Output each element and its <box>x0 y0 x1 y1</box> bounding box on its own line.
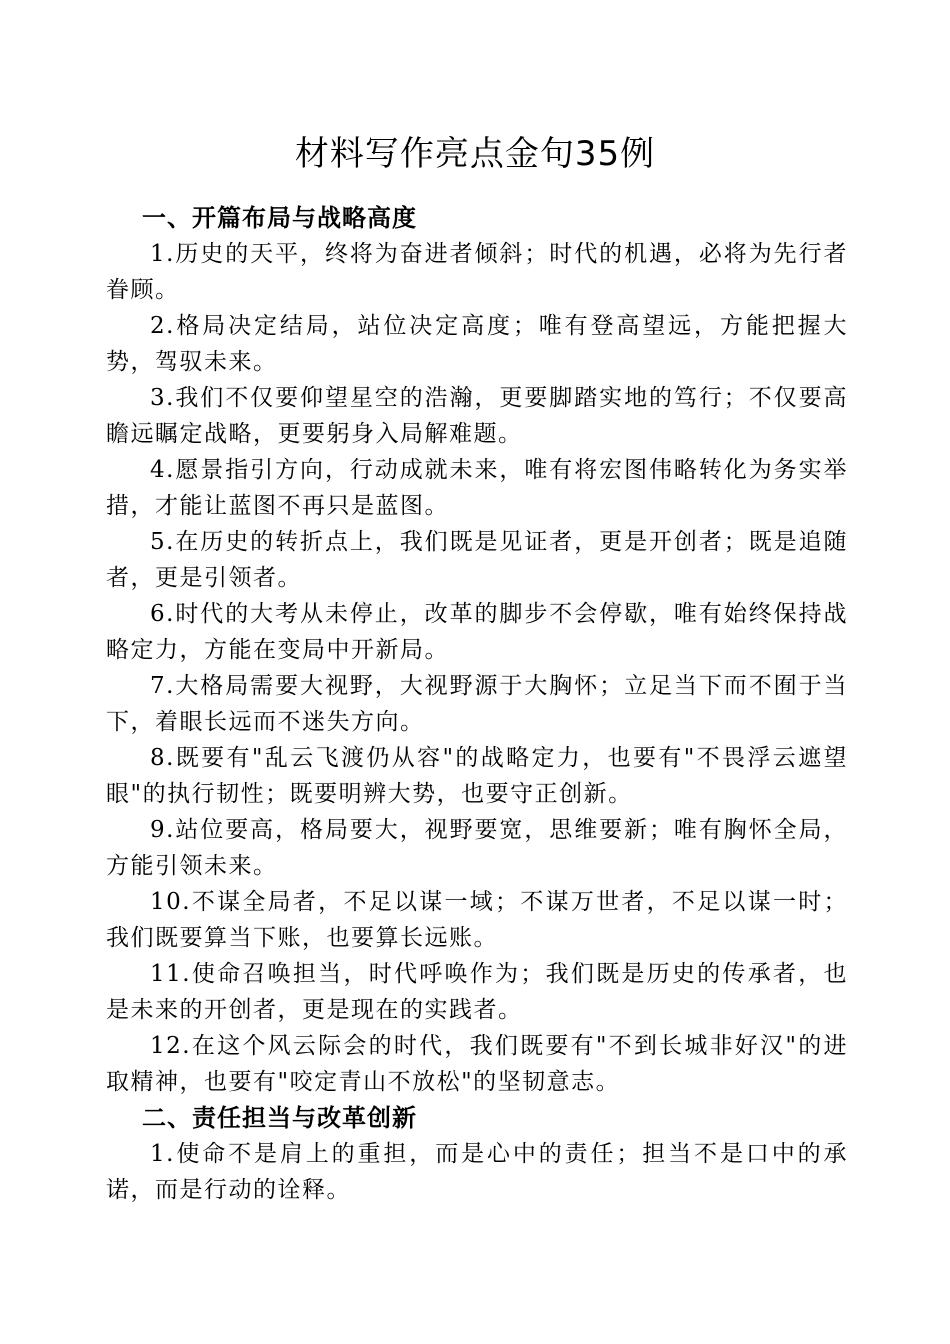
section-heading-2: 二、责任担当与改革创新 <box>142 1104 417 1132</box>
paragraph-1-12: 12.在这个风云际会的时代，我们既要有"不到长城非好汉"的进取精神，也要有"咬定青山不放松"的坚韧意志。 <box>106 1033 848 1095</box>
paragraph-1-5: 5.在历史的转折点上，我们既是见证者，更是开创者；既是追随者，更是引领者。 <box>106 529 848 591</box>
paragraph-1-7: 7.大格局需要大视野，大视野源于大胸怀；立足当下而不囿于当下，着眼长远而不迷失方向。 <box>106 673 848 735</box>
paragraph-1-4: 4.愿景指引方向，行动成就未来，唯有将宏图伟略转化为务实举措，才能让蓝图不再只是蓝图。 <box>106 457 848 519</box>
paragraph-1-2: 2.格局决定结局，站位决定高度；唯有登高望远，方能把握大势，驾驭未来。 <box>106 313 848 375</box>
paragraph-1-6: 6.时代的大考从未停止，改革的脚步不会停歇，唯有始终保持战略定力，方能在变局中开新局。 <box>106 601 848 663</box>
paragraph-1-8: 8.既要有"乱云飞渡仍从容"的战略定力，也要有"不畏浮云遮望眼"的执行韧性；既要明辨大势，也要守正创新。 <box>106 745 848 807</box>
paragraph-1-9: 9.站位要高，格局要大，视野要宽，思维要新；唯有胸怀全局，方能引领未来。 <box>106 817 848 879</box>
paragraph-1-11: 11.使命召唤担当，时代呼唤作为；我们既是历史的传承者，也是未来的开创者，更是现在的实践者。 <box>106 961 848 1023</box>
paragraph-2-1: 1.使命不是肩上的重担，而是心中的责任；担当不是口中的承诺，而是行动的诠释。 <box>106 1141 848 1203</box>
document-body <box>106 200 848 1208</box>
document-title: 材料写作亮点金句35例 <box>294 134 656 174</box>
paragraph-1-1: 1.历史的天平，终将为奋进者倾斜；时代的机遇，必将为先行者眷顾。 <box>106 241 848 303</box>
paragraph-1-3: 3.我们不仅要仰望星空的浩瀚，更要脚踏实地的笃行；不仅要高瞻远瞩定战略，更要躬身入局解难题。 <box>106 385 848 447</box>
section-heading-1: 一、开篇布局与战略高度 <box>142 204 417 232</box>
paragraph-1-10: 10.不谋全局者，不足以谋一域；不谋万世者，不足以谋一时；我们既要算当下账，也要算长远账。 <box>106 889 848 951</box>
